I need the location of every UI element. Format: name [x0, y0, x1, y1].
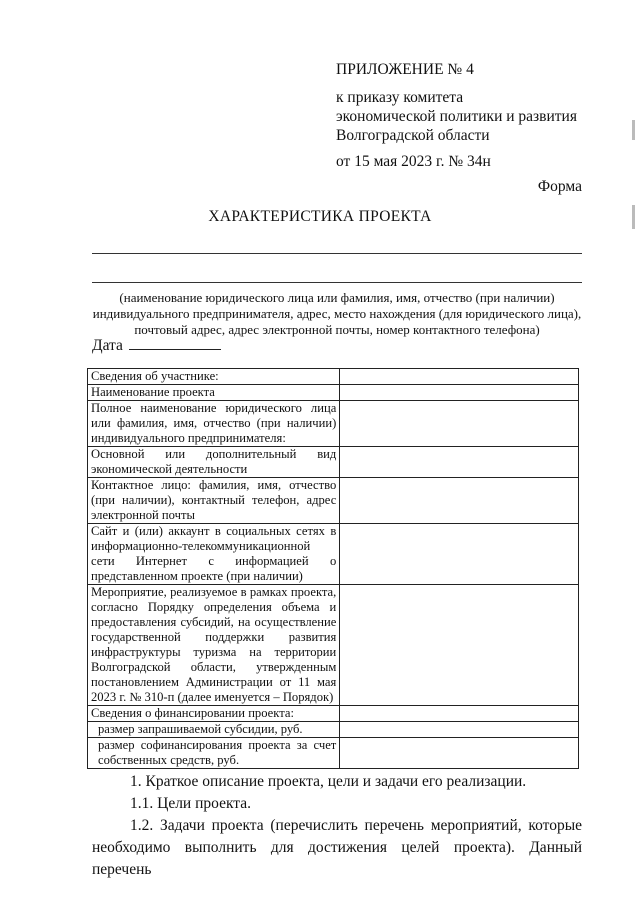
- table-cell-label: размер софинансирования проекта за счет собственных средств, руб.: [88, 738, 340, 769]
- table-cell-value: [340, 524, 579, 585]
- table-cell-value: [340, 385, 579, 401]
- form-label: Форма: [537, 178, 582, 195]
- date-field: [92, 337, 221, 355]
- section-1-heading: 1. Краткое описание проекта, цели и задачи его реализации.: [130, 773, 527, 790]
- table-cell-label: размер запрашиваемой субсидии, руб.: [88, 722, 340, 738]
- applicant-caption: (наименование юридического лица или фамилия, имя, отчество (при наличии) индивидуального предпринимателя, адрес, место нахождения (для юридического лица), почтовый адрес, адрес электронной почты, номер контактного телефона): [92, 290, 582, 337]
- table-row: [88, 738, 579, 769]
- table-cell-value: [340, 706, 579, 722]
- table-cell-label: Полное наименование юридического лица или фамилия, имя, отчество (при наличии) индивидуального предпринимателя:: [88, 401, 340, 447]
- table-cell-label: Сведения об участнике:: [88, 369, 340, 385]
- table-cell-label: Основной или дополнительный вид экономической деятельности: [88, 447, 340, 478]
- table-cell-value: [340, 447, 579, 478]
- table-cell-value: [340, 478, 579, 524]
- table-row: [88, 447, 579, 478]
- table-cell-value: [340, 401, 579, 447]
- scan-edge-mark: [632, 205, 635, 229]
- date-label: Дата: [92, 337, 123, 354]
- section-1-1-heading: 1.1. Цели проекта.: [130, 795, 252, 812]
- table-row: [88, 524, 579, 585]
- order-date: от 15 мая 2023 г. № 34н: [336, 153, 491, 170]
- table-cell-value: [340, 738, 579, 769]
- applicant-fill-line-2: [92, 282, 582, 283]
- table-cell-label: Контактное лицо: фамилия, имя, отчество (при наличии), контактный телефон, адрес электронной почты: [88, 478, 340, 524]
- section-1-2-paragraph: 1.2. Задачи проекта (перечислить перечень мероприятий, которые необходимо выполнить для достижения целей проекта). Данный перечень: [92, 817, 582, 878]
- table-cell-label: Мероприятие, реализуемое в рамках проекта, согласно Порядку определения объема и предоставления субсидий, на осуществление государственной поддержки развития инфраструктуры туризма на территории Волгоградской области, утвержденным постановлением Администрации от 11 мая 2023 г. № 310-п (далее именуется – Порядок): [88, 585, 340, 706]
- table-row: [88, 385, 579, 401]
- date-blank-line: [129, 337, 221, 350]
- project-info-table: [87, 368, 579, 769]
- appendix-number: ПРИЛОЖЕНИЕ № 4: [336, 61, 474, 78]
- table-cell-value: [340, 585, 579, 706]
- table-row: [88, 401, 579, 447]
- table-row: [88, 369, 579, 385]
- table-row: [88, 722, 579, 738]
- table-cell-value: [340, 369, 579, 385]
- order-reference-line3: Волгоградской области: [336, 127, 490, 144]
- table-row: [88, 478, 579, 524]
- table-cell-label: Сайт и (или) аккаунт в социальных сетях в информационно-телекоммуникационной сети Интернет с информацией о представленном проекте (при наличии): [88, 524, 340, 585]
- table-cell-value: [340, 722, 579, 738]
- document-title: ХАРАКТЕРИСТИКА ПРОЕКТА: [208, 208, 432, 225]
- table-row: [88, 706, 579, 722]
- table-row: [88, 585, 579, 706]
- order-reference-line2: экономической политики и развития: [336, 108, 577, 125]
- table-cell-label: Сведения о финансировании проекта:: [88, 706, 340, 722]
- applicant-fill-line-1: [92, 253, 582, 254]
- scan-edge-mark: [632, 120, 635, 140]
- table-cell-label: Наименование проекта: [88, 385, 340, 401]
- order-reference-line1: к приказу комитета: [336, 89, 464, 106]
